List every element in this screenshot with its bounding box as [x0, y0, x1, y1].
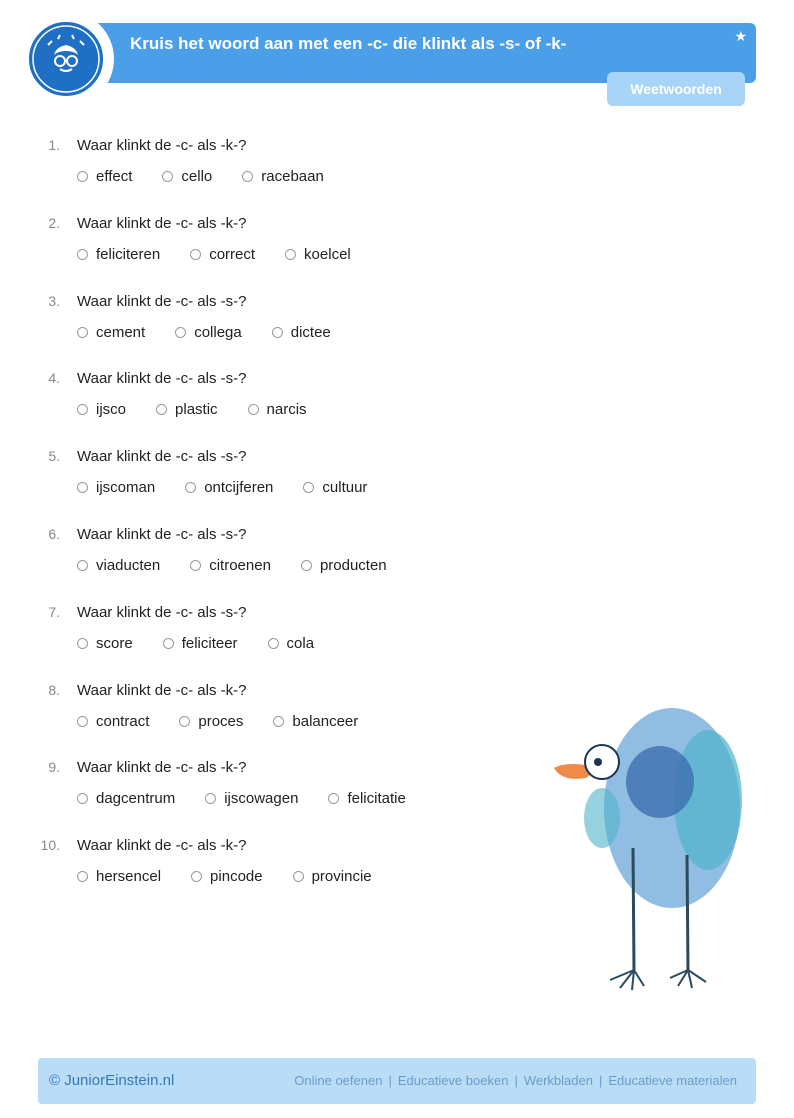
- answer-option[interactable]: [77, 557, 160, 574]
- question-10: [0, 837, 520, 915]
- question-6: [0, 526, 520, 604]
- question-number: 5.: [48, 448, 60, 465]
- question-number: 7.: [48, 603, 60, 620]
- option-label: score: [96, 634, 133, 652]
- answer-options: [77, 790, 436, 807]
- radio-button[interactable]: [77, 716, 88, 727]
- question-text: Waar klinkt de -c- als -s-?: [77, 292, 247, 310]
- radio-button[interactable]: [293, 871, 304, 882]
- option-label: felicitatie: [347, 790, 406, 808]
- radio-button[interactable]: [190, 560, 201, 571]
- radio-button[interactable]: [77, 171, 88, 182]
- answer-option[interactable]: [77, 401, 126, 418]
- worksheet-title: Kruis het woord aan met een -c- die klinkt als -s- of -k-: [130, 34, 567, 53]
- option-label: plastic: [175, 401, 218, 419]
- question-8: [0, 682, 520, 760]
- footer-link-educatieve-materialen[interactable]: Educatieve materialen: [608, 1073, 737, 1088]
- separator: |: [598, 1073, 603, 1088]
- option-label: collega: [194, 323, 242, 341]
- answer-option[interactable]: [175, 324, 242, 341]
- answer-option[interactable]: [179, 713, 243, 730]
- footer-link-online-oefenen[interactable]: Online oefenen: [294, 1073, 383, 1088]
- option-label: dagcentrum: [96, 790, 176, 808]
- radio-button[interactable]: [242, 171, 253, 182]
- answer-option[interactable]: [205, 790, 298, 807]
- question-4: [0, 370, 520, 448]
- answer-options: [77, 557, 417, 574]
- question-1: [0, 137, 520, 215]
- radio-button[interactable]: [248, 404, 259, 415]
- radio-button[interactable]: [190, 249, 201, 260]
- answer-options: [77, 713, 388, 730]
- answer-option[interactable]: [190, 557, 271, 574]
- radio-button[interactable]: [77, 638, 88, 649]
- footer-brand[interactable]: © JuniorEinstein.nl: [49, 1072, 175, 1089]
- option-label: ijscoman: [96, 479, 156, 497]
- question-text: Waar klinkt de -c- als -s-?: [77, 525, 247, 543]
- junior-einstein-logo[interactable]: [18, 11, 114, 107]
- option-label: narcis: [266, 401, 307, 419]
- radio-button[interactable]: [77, 249, 88, 260]
- question-text: Waar klinkt de -c- als -k-?: [77, 214, 247, 232]
- question-number: 4.: [48, 370, 60, 387]
- star-icon[interactable]: ★: [734, 28, 747, 44]
- question-text: Waar klinkt de -c- als -s-?: [77, 603, 247, 621]
- answer-options: [77, 246, 381, 263]
- question-number: 1.: [48, 137, 60, 153]
- answer-options: [77, 168, 354, 185]
- option-label: citroenen: [209, 556, 271, 574]
- logo-graphic: [18, 11, 114, 107]
- radio-button[interactable]: [273, 716, 284, 727]
- question-number: 9.: [48, 759, 60, 776]
- option-label: koelcel: [304, 245, 351, 263]
- radio-button[interactable]: [205, 793, 216, 804]
- radio-button[interactable]: [163, 638, 174, 649]
- answer-option[interactable]: [285, 246, 351, 263]
- answer-option[interactable]: [272, 324, 331, 341]
- answer-option[interactable]: [303, 479, 367, 496]
- question-text: Waar klinkt de -c- als -k-?: [77, 759, 247, 777]
- answer-option[interactable]: [191, 868, 263, 885]
- bird-illustration: [540, 690, 760, 1000]
- radio-button[interactable]: [175, 327, 186, 338]
- option-label: ijsco: [96, 401, 127, 419]
- option-label: proces: [198, 712, 244, 730]
- question-list: [0, 137, 520, 915]
- answer-option[interactable]: [268, 635, 315, 652]
- answer-option[interactable]: [293, 868, 372, 885]
- option-label: hersencel: [96, 868, 162, 886]
- radio-button[interactable]: [156, 404, 167, 415]
- separator: |: [388, 1073, 392, 1088]
- radio-button[interactable]: [179, 716, 190, 727]
- radio-button[interactable]: [77, 327, 88, 338]
- category-badge[interactable]: Weetwoorden: [607, 72, 745, 106]
- question-text: Waar klinkt de -c- als -k-?: [77, 837, 247, 855]
- radio-button[interactable]: [191, 871, 202, 882]
- option-label: correct: [209, 245, 256, 263]
- option-label: ontcijferen: [204, 479, 274, 497]
- answer-option[interactable]: [242, 168, 324, 185]
- question-text: Waar klinkt de -c- als -s-?: [77, 370, 247, 388]
- footer-link-educatieve-boeken[interactable]: Educatieve boeken: [397, 1073, 509, 1088]
- radio-button[interactable]: [162, 171, 173, 182]
- answer-option[interactable]: [162, 168, 212, 185]
- option-label: pincode: [210, 868, 263, 886]
- question-number: 10.: [40, 837, 60, 854]
- answer-option[interactable]: [301, 557, 387, 574]
- footer-link-werkbladen[interactable]: Werkbladen: [523, 1073, 593, 1088]
- answer-option[interactable]: [77, 246, 160, 263]
- radio-button[interactable]: [285, 249, 296, 260]
- option-label: viaducten: [96, 556, 161, 574]
- option-label: feliciteer: [181, 634, 238, 652]
- answer-option[interactable]: [77, 324, 145, 341]
- answer-option[interactable]: [77, 868, 161, 885]
- radio-button[interactable]: [77, 560, 88, 571]
- answer-option[interactable]: [185, 479, 273, 496]
- radio-button[interactable]: [77, 793, 88, 804]
- answer-options: [77, 401, 337, 418]
- answer-option[interactable]: [156, 401, 218, 418]
- answer-options: [77, 868, 402, 885]
- question-5: [0, 448, 520, 526]
- radio-button[interactable]: [268, 638, 279, 649]
- option-label: provincie: [311, 868, 372, 886]
- radio-button[interactable]: [77, 404, 88, 415]
- question-text: Waar klinkt de -c- als -k-?: [77, 681, 247, 699]
- option-label: cola: [286, 634, 315, 652]
- question-9: [0, 759, 520, 837]
- separator: |: [514, 1073, 518, 1088]
- radio-button[interactable]: [77, 482, 88, 493]
- question-7: [0, 604, 520, 682]
- question-3: [0, 293, 520, 371]
- option-label: ijscowagen: [224, 790, 299, 808]
- option-label: cultuur: [322, 479, 368, 497]
- answer-option[interactable]: [328, 790, 405, 807]
- answer-option[interactable]: [163, 635, 238, 652]
- footer: [38, 1058, 756, 1104]
- question-text: Waar klinkt de -c- als -s-?: [77, 448, 247, 466]
- option-label: effect: [96, 168, 133, 185]
- question-2: [0, 215, 520, 293]
- option-label: cement: [96, 323, 146, 341]
- answer-option[interactable]: [77, 479, 155, 496]
- footer-links: [294, 1073, 737, 1088]
- answer-option[interactable]: [77, 635, 133, 652]
- question-number: 3.: [48, 292, 60, 309]
- option-label: racebaan: [261, 168, 324, 185]
- question-number: 8.: [48, 681, 60, 698]
- option-label: feliciteren: [96, 245, 161, 263]
- answer-option[interactable]: [248, 401, 307, 418]
- answer-options: [77, 324, 361, 341]
- question-text: Waar klinkt de -c- als -k-?: [77, 137, 247, 154]
- question-number: 6.: [48, 525, 60, 542]
- answer-options: [77, 635, 344, 652]
- radio-button[interactable]: [77, 871, 88, 882]
- answer-option[interactable]: [77, 168, 132, 185]
- option-label: cello: [181, 168, 213, 185]
- radio-button[interactable]: [185, 482, 196, 493]
- answer-option[interactable]: [273, 713, 358, 730]
- answer-options: [77, 479, 397, 496]
- option-label: dictee: [290, 323, 331, 341]
- radio-button[interactable]: [303, 482, 314, 493]
- radio-button[interactable]: [272, 327, 283, 338]
- radio-button[interactable]: [301, 560, 312, 571]
- question-number: 2.: [48, 214, 60, 231]
- answer-option[interactable]: [190, 246, 255, 263]
- answer-option[interactable]: [77, 790, 175, 807]
- radio-button[interactable]: [328, 793, 339, 804]
- option-label: contract: [96, 712, 150, 730]
- answer-option[interactable]: [77, 713, 149, 730]
- option-label: producten: [319, 556, 387, 574]
- option-label: balanceer: [292, 712, 359, 730]
